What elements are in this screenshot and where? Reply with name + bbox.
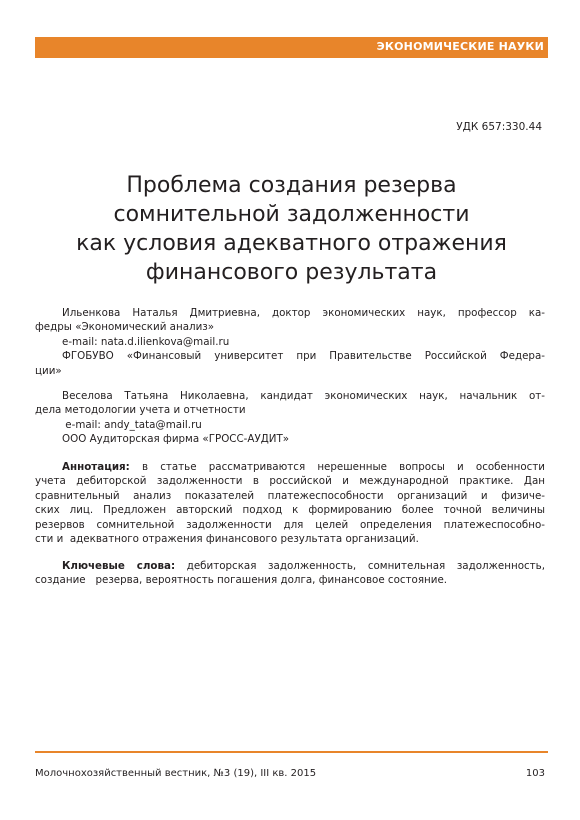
abstract-line: резервов сомнительной задолженности для целей определения платежеспособно- (35, 518, 545, 531)
keywords-text: дебиторская задолженность, сомнительная задолженность, (175, 560, 545, 572)
author-2-email: e-mail: andy_tata@mail.ru (62, 418, 202, 431)
author-2-affiliation: ООО Аудиторская фирма «ГРОСС-АУДИТ» (62, 433, 290, 446)
author-1-email: e-mail: nata.d.ilienkova@mail.ru (62, 335, 230, 348)
abstract-text: в статье рассматриваются нерешенные вопросы и особенности (129, 461, 545, 473)
section-title: ЭКОНОМИЧЕСКИЕ НАУКИ (376, 40, 544, 53)
author-1-line: федры «Экономический анализ» (35, 321, 215, 334)
abstract-first-line (35, 460, 545, 474)
article-title-line: как условия адекватного отражения (76, 231, 507, 256)
author-1-line: Ильенкова Наталья Дмитриевна, доктор экономических наук, профессор ка- (62, 307, 545, 319)
article-title-line: сомнительной задолженности (113, 202, 470, 227)
author-1-affiliation: ФГОБУВО «Финансовый университет при Правительстве Российской Федера- (62, 350, 545, 363)
keywords-line: создание резерва, вероятность погашения долга, финансовое состояние. (35, 574, 448, 587)
article-title-line: финансового результата (145, 260, 438, 285)
author-2-line: дела методологии учета и отчетности (35, 404, 246, 417)
abstract-line: сти и адекватного отражения финансового результата организаций. (35, 533, 419, 546)
article-title (35, 171, 548, 287)
section-header-bar (35, 37, 548, 58)
udk-code: УДК 657:330.44 (456, 121, 542, 133)
author-block-2 (35, 389, 545, 447)
abstract-line: сравнительный анализ показателей платежеспособности организаций и физиче- (35, 489, 545, 502)
author-1-line: ции» (35, 364, 62, 377)
abstract-line: учета дебиторской задолженности в российской и международной практике. Дан (35, 475, 545, 488)
abstract-line: ских лиц. Предложен авторский подход к формированию более точной величины (35, 504, 545, 517)
author-2-line: Веселова Татьяна Николаевна, кандидат экономических наук, начальник от- (62, 390, 545, 402)
article-title-line: Проблема создания резерва (126, 173, 457, 198)
keywords (35, 559, 545, 588)
abstract (35, 460, 545, 546)
page-number: 103 (525, 768, 545, 779)
keywords-label: Ключевые слова: (62, 560, 176, 572)
keywords-first-line (35, 559, 545, 573)
author-block-1 (35, 306, 545, 378)
abstract-label: Аннотация: (62, 461, 130, 473)
footer-divider (35, 751, 548, 753)
journal-citation: Молочнохозяйственный вестник, №3 (19), III кв. 2015 (35, 768, 317, 779)
